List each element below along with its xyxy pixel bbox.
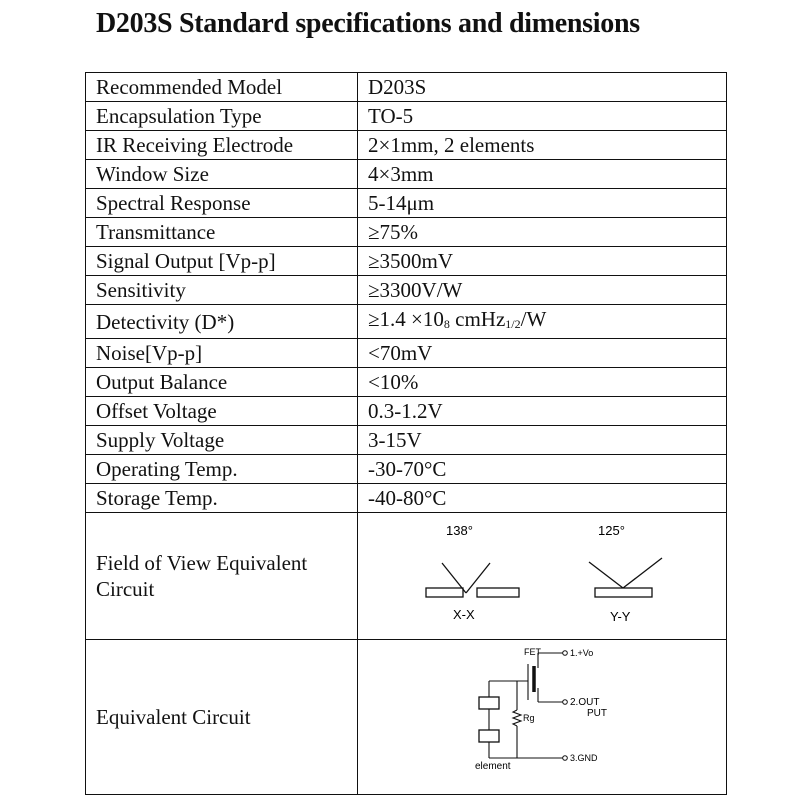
fov-yy-element [595, 588, 652, 597]
element-upper [479, 697, 499, 709]
spec-table [85, 72, 727, 795]
spec-value: <10% [358, 368, 727, 397]
table-row [86, 484, 727, 513]
spec-label: Noise[Vp-p] [86, 339, 358, 368]
element-label: element [475, 761, 511, 772]
spec-value: D203S [358, 73, 727, 102]
spec-value: 2×1mm, 2 elements [358, 131, 727, 160]
spec-label: Output Balance [86, 368, 358, 397]
spec-label: Offset Voltage [86, 397, 358, 426]
detectivity-exponent: 8 [443, 317, 450, 331]
table-row [86, 397, 727, 426]
fov-yy-lines [589, 558, 662, 588]
pin1-terminal [563, 651, 568, 656]
spec-label: Spectral Response [86, 189, 358, 218]
spec-value: ≥75% [358, 218, 727, 247]
spec-label: Operating Temp. [86, 455, 358, 484]
spec-label: Window Size [86, 160, 358, 189]
spec-label: Storage Temp. [86, 484, 358, 513]
fov-diagram [358, 513, 726, 633]
fov-label: Field of View Equivalent Circuit [86, 513, 358, 640]
detectivity-unit-tail: /W [520, 307, 547, 331]
pin1-label: 1.+Vo [570, 648, 594, 658]
page-title: D203S Standard specifications and dimensions [96, 8, 640, 39]
fov-angle-xx: 138° [446, 523, 473, 538]
fov-xx-element-right [477, 588, 519, 597]
spec-label: IR Receiving Electrode [86, 131, 358, 160]
table-row [86, 218, 727, 247]
fov-xx-element-left [426, 588, 463, 597]
spec-value: 4×3mm [358, 160, 727, 189]
detectivity-base: ≥1.4 ×10 [368, 307, 444, 331]
detectivity-unit: cmHz [449, 307, 506, 331]
fet-label: FET [524, 647, 541, 657]
spec-value: 0.3-1.2V [358, 397, 727, 426]
spec-label: Sensitivity [86, 276, 358, 305]
fov-caption-xx: X-X [453, 607, 475, 622]
spec-label: Recommended Model [86, 73, 358, 102]
table-row [86, 189, 727, 218]
spec-value: ≥3300V/W [358, 276, 727, 305]
fov-angle-yy: 125° [598, 523, 625, 538]
table-row [86, 160, 727, 189]
table-row [86, 455, 727, 484]
table-row [86, 73, 727, 102]
pin2-label: 2.OUT [570, 697, 600, 708]
resistor-rg-label: Rg [523, 713, 535, 723]
detectivity-unit-exponent: 1/2 [505, 317, 521, 331]
spec-label: Transmittance [86, 218, 358, 247]
equivalent-circuit-label: Equivalent Circuit [86, 640, 358, 795]
table-row [86, 276, 727, 305]
spec-value: 3-15V [358, 426, 727, 455]
table-row [86, 339, 727, 368]
spec-label: Detectivity (D*) [86, 305, 358, 339]
circuit-wires [489, 653, 563, 758]
table-row [86, 368, 727, 397]
table-row [86, 102, 727, 131]
spec-value: 5-14μm [358, 189, 727, 218]
table-row [86, 247, 727, 276]
table-row [86, 131, 727, 160]
spec-value: -30-70°C [358, 455, 727, 484]
spec-value: TO-5 [358, 102, 727, 131]
pin3-label: 3.GND [570, 753, 598, 763]
spec-label: Signal Output [Vp-p] [86, 247, 358, 276]
spec-value [358, 305, 727, 339]
table-row-fov [86, 513, 727, 640]
fov-caption-yy: Y-Y [610, 609, 631, 624]
spec-value: ≥3500mV [358, 247, 727, 276]
spec-label: Encapsulation Type [86, 102, 358, 131]
pin2-terminal [563, 700, 568, 705]
table-row [86, 305, 727, 339]
spec-label: Supply Voltage [86, 426, 358, 455]
resistor-rg [513, 710, 521, 726]
pin2-label-continued: PUT [587, 708, 607, 719]
equivalent-circuit-cell [358, 640, 727, 795]
spec-value: -40-80°C [358, 484, 727, 513]
equivalent-circuit-diagram [358, 640, 726, 788]
element-lower [479, 730, 499, 742]
pin3-terminal [563, 756, 568, 761]
spec-value: <70mV [358, 339, 727, 368]
table-row [86, 426, 727, 455]
table-row-equivalent-circuit [86, 640, 727, 795]
fov-diagram-cell [358, 513, 727, 640]
